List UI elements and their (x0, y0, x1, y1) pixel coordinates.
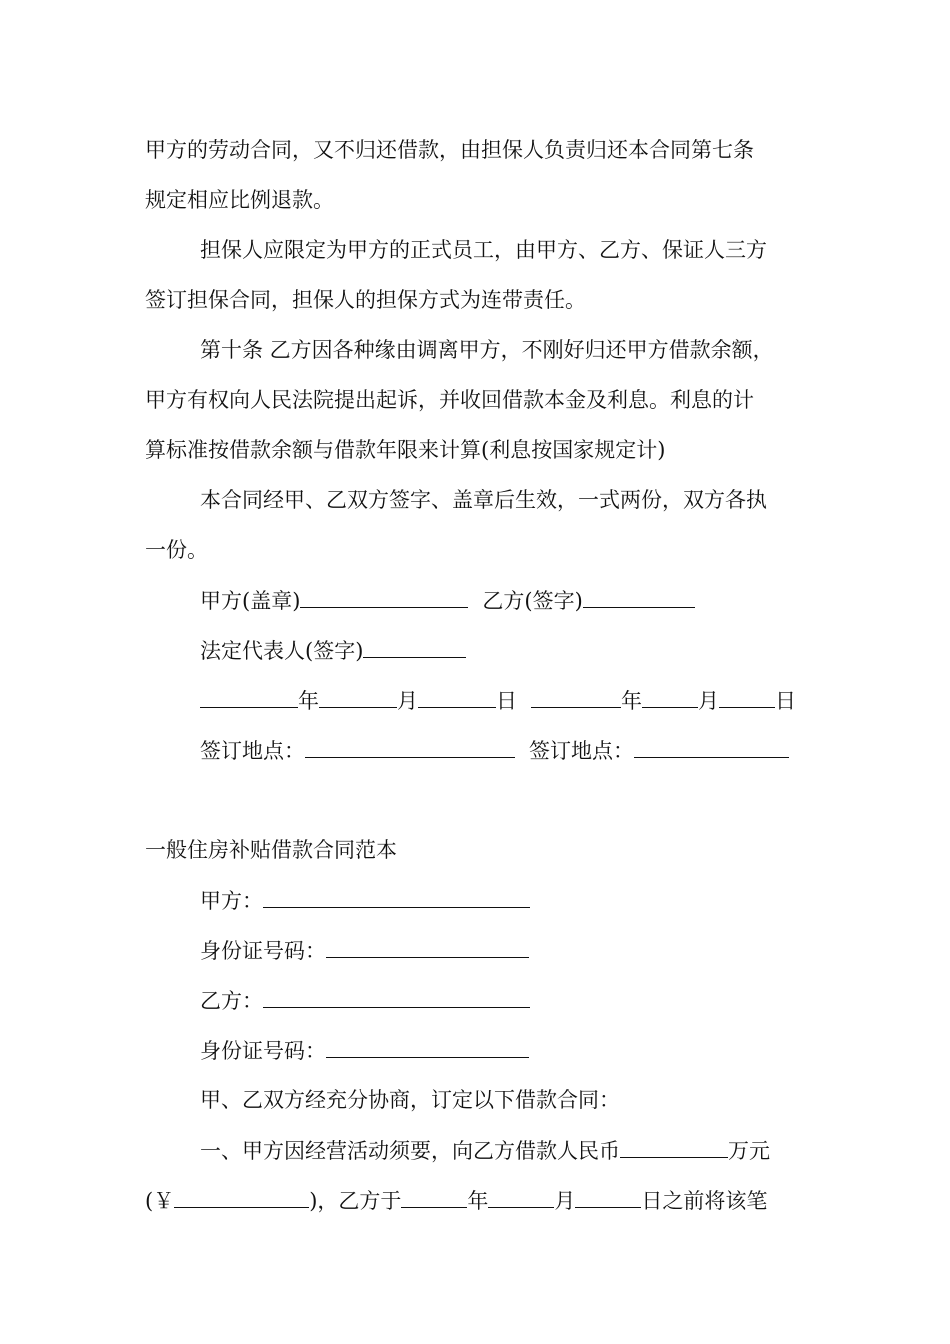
month-label: 月 (698, 689, 719, 713)
party-a-blank[interactable] (263, 887, 530, 908)
day-blank-b[interactable] (719, 687, 775, 708)
day-label: 日 (775, 689, 796, 713)
paragraph-line: 甲方的劳动合同，又不归还借款，由担保人负责归还本合同第七条 (145, 138, 754, 162)
due-day-blank[interactable] (575, 1187, 641, 1208)
unit-label: 万元 (728, 1139, 770, 1163)
legal-rep-label: 法定代表人(签字) (200, 639, 364, 663)
month-label: 月 (554, 1189, 576, 1213)
clause-one-line (200, 1137, 770, 1164)
party-b-label: 乙方： (200, 989, 263, 1013)
loan-amount-blank[interactable] (620, 1137, 728, 1158)
id-number-row-b (200, 1037, 529, 1064)
id-number-blank-b[interactable] (326, 1037, 529, 1058)
party-b-blank[interactable] (263, 987, 530, 1008)
year-blank-b[interactable] (531, 687, 621, 708)
party-a-row (200, 887, 530, 914)
id-number-blank[interactable] (326, 937, 529, 958)
paragraph-line: 规定相应比例退款。 (145, 188, 334, 212)
party-b-sign-label: 乙方(签字) (482, 589, 583, 613)
year-blank-a[interactable] (200, 687, 298, 708)
clause-one-text: 一、甲方因经营活动须要，向乙方借款人民币 (200, 1139, 620, 1163)
signature-parties-row (200, 587, 695, 614)
due-month-blank[interactable] (488, 1187, 554, 1208)
clause-ten-line: 第十条 乙方因各种缘由调离甲方，不刚好归还甲方借款余额， (200, 338, 774, 362)
day-blank-a[interactable] (418, 687, 496, 708)
sign-place-row (200, 737, 789, 764)
year-label: 年 (621, 689, 642, 713)
paragraph-line: 算标准按借款余额与借款年限来计算(利息按国家规定计) (145, 438, 666, 462)
month-blank-a[interactable] (319, 687, 397, 708)
party-a-seal-label: 甲方(盖章) (200, 589, 301, 613)
paragraph-line: 签订担保合同，担保人的担保方式为连带责任。 (145, 288, 586, 312)
year-label: 年 (467, 1189, 489, 1213)
sign-place-label: 签订地点： (200, 739, 305, 763)
due-year-blank[interactable] (401, 1187, 467, 1208)
sign-place-label: 签订地点： (529, 739, 634, 763)
month-label: 月 (397, 689, 418, 713)
amount-close: )，乙方于 (309, 1189, 402, 1213)
id-number-label: 身份证号码： (200, 1039, 326, 1063)
sign-place-blank-a[interactable] (305, 737, 515, 758)
day-label: 日 (496, 689, 517, 713)
intro-line: 甲、乙双方经充分协商，订定以下借款合同： (200, 1088, 620, 1112)
day-tail-text: 日之前将该笔 (641, 1189, 768, 1213)
party-a-seal-blank[interactable] (300, 587, 468, 608)
year-label: 年 (298, 689, 319, 713)
paragraph-line: 本合同经甲、乙双方签字、盖章后生效，一式两份，双方各执 (200, 488, 767, 512)
amount-figure-blank[interactable] (174, 1187, 309, 1208)
party-b-row (200, 987, 530, 1014)
legal-rep-blank[interactable] (363, 637, 466, 658)
month-blank-b[interactable] (642, 687, 698, 708)
paragraph-line: 担保人应限定为甲方的正式员工，由甲方、乙方、保证人三方 (200, 238, 767, 262)
party-a-label: 甲方： (200, 889, 263, 913)
paragraph-line: 一份。 (145, 538, 208, 562)
sign-place-blank-b[interactable] (634, 737, 789, 758)
contract-title: 一般住房补贴借款合同范本 (145, 838, 397, 862)
id-number-label: 身份证号码： (200, 939, 326, 963)
party-b-sign-blank[interactable] (583, 587, 695, 608)
paragraph-line: 甲方有权向人民法院提出起诉，并收回借款本金及利息。利息的计 (145, 388, 754, 412)
amount-open: (￥ (145, 1189, 175, 1213)
id-number-row (200, 937, 529, 964)
clause-one-line-2 (145, 1187, 767, 1214)
legal-rep-row (200, 637, 466, 664)
date-row (200, 687, 796, 714)
